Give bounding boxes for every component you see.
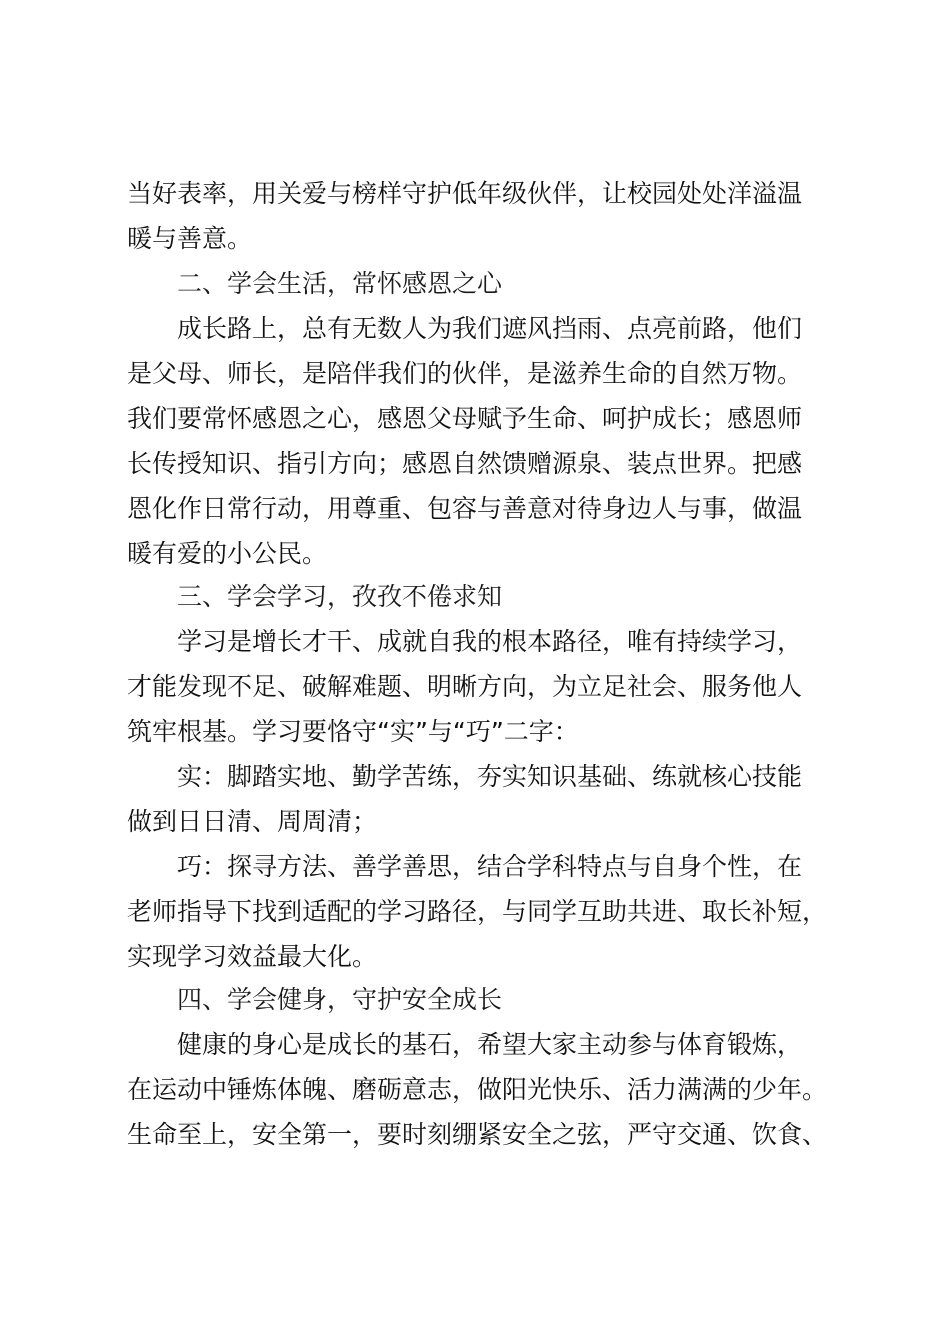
- body-text-line: 筑牢根基。学习要恪守“实”与“巧”二字：: [127, 717, 579, 746]
- body-text-line: 做到日日清、周周清；: [127, 807, 378, 836]
- body-text-line: 巧：探寻方法、善学善思，结合学科特点与自身个性，在: [177, 852, 803, 881]
- body-text-line: 健康的身心是成长的基石，希望大家主动参与体育锻炼，: [177, 1030, 803, 1059]
- body-text-line: 老师指导下找到适配的学习路径，与同学互助共进、取长补短，: [127, 897, 828, 926]
- body-text-line: 生命至上，安全第一，要时刻绷紧安全之弦，严守交通、饮食、: [127, 1120, 828, 1149]
- body-text-line: 实现学习效益最大化。: [127, 942, 378, 971]
- body-text-line: 我们要常怀感恩之心，感恩父母赋予生命、呵护成长；感恩师: [127, 404, 803, 433]
- body-text-line: 成长路上，总有无数人为我们遮风挡雨、点亮前路，他们: [177, 314, 803, 343]
- body-text-line: 在运动中锤炼体魄、磨砺意志，做阳光快乐、活力满满的少年。: [127, 1075, 828, 1104]
- body-text-line: 长传授知识、指引方向；感恩自然馈赠源泉、装点世界。把感: [127, 449, 803, 478]
- section-heading-4: 四、学会健身，守护安全成长: [177, 985, 503, 1014]
- section-heading-2: 二、学会生活，常怀感恩之心: [177, 269, 503, 298]
- body-text-line: 是父母、师长，是陪伴我们的伙伴，是滋养生命的自然万物。: [127, 359, 803, 388]
- body-text-line: 暖有爱的小公民。: [127, 539, 328, 568]
- section-heading-3: 三、学会学习，孜孜不倦求知: [177, 582, 503, 611]
- body-text-line: 当好表率，用关爱与榜样守护低年级伙伴，让校园处处洋溢温: [127, 179, 803, 208]
- body-text-line: 恩化作日常行动，用尊重、包容与善意对待身边人与事，做温: [127, 494, 803, 523]
- body-text-line: 暖与善意。: [127, 224, 253, 253]
- body-text-line: 实：脚踏实地、勤学苦练，夯实知识基础、练就核心技能: [177, 762, 803, 791]
- body-text-line: 才能发现不足、破解难题、明晰方向，为立足社会、服务他人: [127, 672, 803, 701]
- body-text-line: 学习是增长才干、成就自我的根本路径，唯有持续学习，: [177, 627, 803, 656]
